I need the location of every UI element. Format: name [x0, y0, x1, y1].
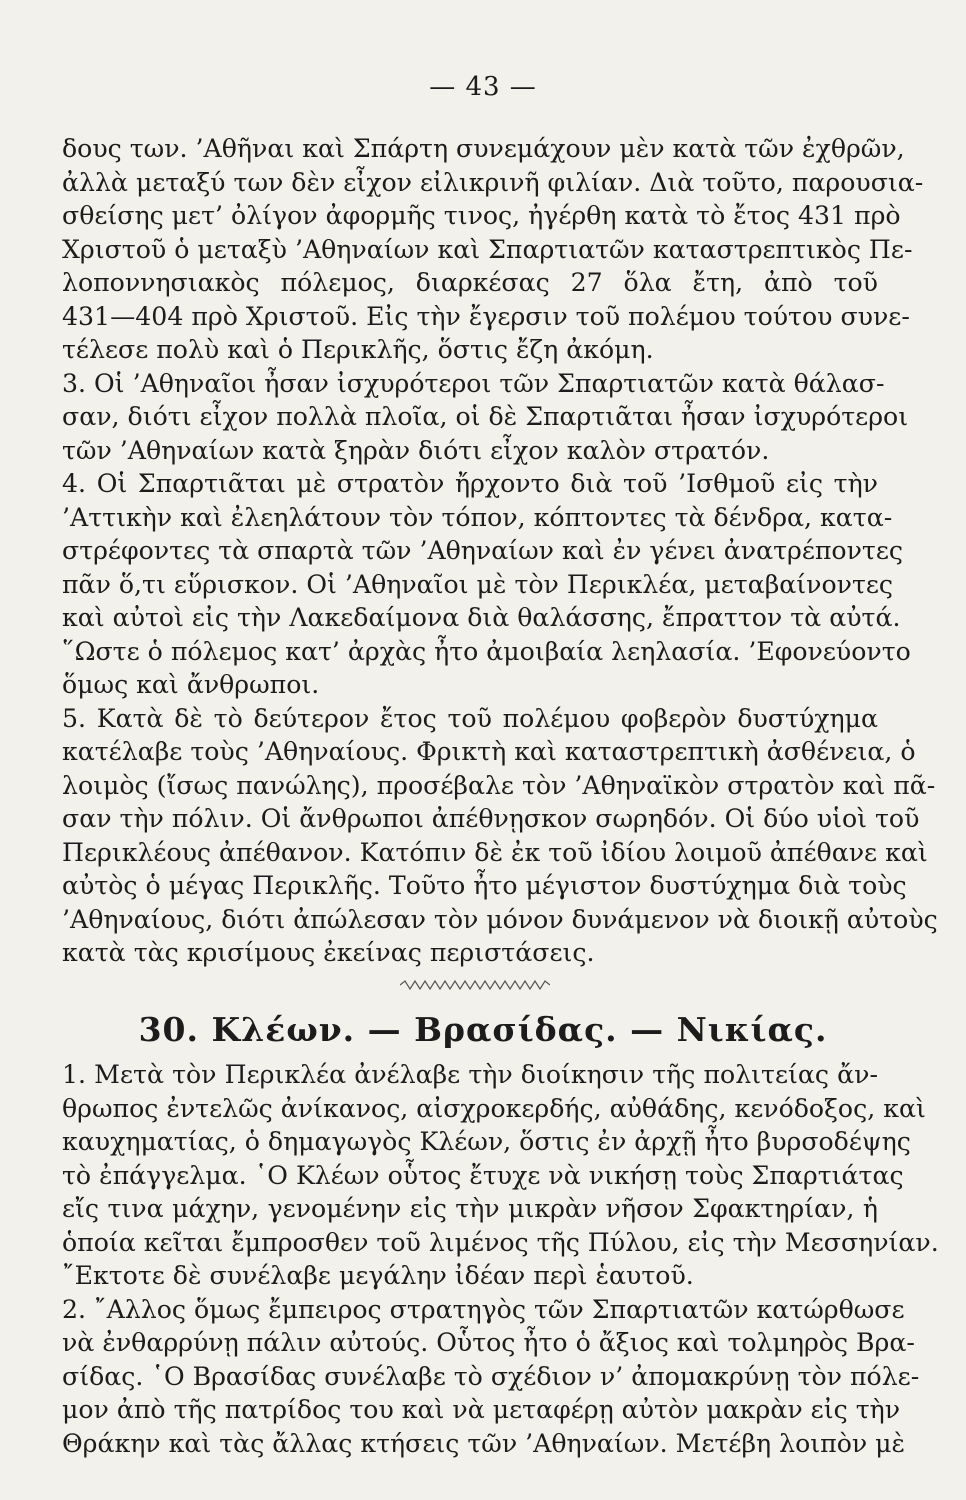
text-line: Θράκην καὶ τὰς ἄλλας κτήσεις τῶν ’Αθηναίων. Μετέβη λοιπὸν μὲ [62, 1428, 906, 1458]
text-line: σθείσης μετ’ ὀλίγον ἀφορμῆς τινος, ἠγέρθη κατὰ τὸ ἔτος 431 πρὸ [62, 201, 901, 230]
text-line: νὰ ἐνθαρρύνῃ πάλιν αὐτούς. Οὗτος ἦτο ὁ ἄξιος καὶ τολμηρὸς Βρα- [62, 1328, 915, 1357]
text-line: αὐτὸς ὁ μέγας Περικλῆς. Τοῦτο ἦτο μέγιστον δυστύχημα διὰ τοὺς [62, 871, 907, 900]
text-line: ὅμως καὶ ἄνθρωποι. [62, 670, 320, 699]
text-line: καυχηματίας, ὁ δημαγωγὸς Κλέων, ὅστις ἐν ἀρχῇ ἦτο βυρσοδέψης [62, 1127, 911, 1156]
text-line: θρωπος ἐντελῶς ἀνίκανος, αἰσχροκερδής, αὐθάδης, κενόδοξος, καὶ [62, 1093, 926, 1123]
text-line: κατὰ τὰς κρισίμους ἐκείνας περιστάσεις. [62, 938, 595, 967]
text-block-top [62, 132, 938, 970]
text-line: 3. Οἱ ’Αθηναῖοι ἦσαν ἰσχυρότεροι τῶν Σπαρτιατῶν κατὰ θάλασ- [62, 368, 885, 398]
text-line: δους των. ’Αθῆναι καὶ Σπάρτη συνεμάχουν μὲν κατὰ τῶν ἐχθρῶν, [62, 134, 905, 163]
text-line: ῎Εκτοτε δὲ συνέλαβε μεγάλην ἰδέαν περὶ ἑαυτοῦ. [62, 1261, 694, 1290]
text-line: τῶν ’Αθηναίων κατὰ ξηρὰν διότι εἶχον καλὸν στρατόν. [62, 435, 770, 465]
text-line: τὸ ἐπάγγελμα. ῾Ο Κλέων οὗτος ἔτυχε νὰ νικήσῃ τοὺς Σπαρτιάτας [62, 1160, 904, 1190]
text-line: 2. ῎Αλλος ὅμως ἔμπειρος στρατηγὸς τῶν Σπαρτιατῶν κατώρθωσε [62, 1294, 905, 1324]
text-line: ’Αθηναίους, διότι ἀπώλεσαν τὸν μόνον δυνάμενον νὰ διοικῇ αὐτοὺς [62, 904, 938, 934]
text-line: σαν, διότι εἶχον πολλὰ πλοῖα, οἱ δὲ Σπαρτιᾶται ἦσαν ἰσχυρότεροι [62, 402, 909, 431]
page-number: — 43 — [429, 72, 537, 102]
text-line: πᾶν ὅ,τι εὕρισκον. Οἱ ’Αθηναῖοι μὲ τὸν Περικλέα, μεταβαίνοντες [62, 569, 894, 599]
text-line: λοιμὸς (ἴσως πανώλης), προσέβαλε τὸν ’Αθηναϊκὸν στρατὸν καὶ πᾶ- [62, 770, 936, 800]
text-line: εἴς τινα μάχην, γενομένην εἰς τὴν μικρὰν νῆσον Σφακτηρίαν, ἡ [62, 1194, 878, 1223]
text-line: 5. Κατὰ δὲ τὸ δεύτερον ἔτος τοῦ πολέμου φοβερὸν δυστύχημα [62, 703, 878, 733]
text-line: σαν τὴν πόλιν. Οἱ ἄνθρωποι ἀπέθνῃσκον σωρηδόν. Οἱ δύο υἱοὶ τοῦ [62, 804, 920, 833]
text-line: κατέλαβε τοὺς ’Αθηναίους. Φρικτὴ καὶ καταστρεπτικὴ ἀσθένεια, ὁ [62, 737, 916, 766]
text-block-bottom [62, 1058, 939, 1460]
text-line: 431—404 πρὸ Χριστοῦ. Εἰς τὴν ἔγερσιν τοῦ πολέμου τούτου συνε- [62, 301, 910, 331]
text-line: στρέφοντες τὰ σπαρτὰ τῶν ’Αθηναίων καὶ ἐν γένει ἀνατρέποντες [62, 536, 904, 565]
text-line: τέλεσε πολὺ καὶ ὁ Περικλῆς, ὅστις ἔζη ἀκόμη. [62, 335, 654, 364]
text-line: λοποννησιακὸς πόλεμος, διαρκέσας 27 ὅλα ἔτη, ἀπὸ τοῦ [62, 268, 878, 297]
text-line: καὶ αὐτοὶ εἰς τὴν Λακεδαίμονα διὰ θαλάσσης, ἔπραττον τὰ αὐτά. [62, 603, 901, 632]
text-line: ὁποία κεῖται ἔμπροσθεν τοῦ λιμένος τῆς Πύλου, εἰς τὴν Μεσσηνίαν. [62, 1227, 939, 1257]
text-line: Περικλέους ἀπέθανον. Κατόπιν δὲ ἐκ τοῦ ἰδίου λοιμοῦ ἀπέθανε καὶ [62, 837, 928, 867]
text-line: μον ἀπὸ τῆς πατρίδος του καὶ νὰ μεταφέρῃ αὐτὸν μακρὰν εἰς τὴν [62, 1395, 901, 1424]
text-line: 1. Μετὰ τὸν Περικλέα ἀνέλαβε τὴν διοίκησιν τῆς πολιτείας ἄν- [62, 1060, 878, 1089]
text-line: ’Αττικὴν καὶ ἐλεηλάτουν τὸν τόπον, κόπτοντες τὰ δένδρα, κατα- [62, 502, 893, 532]
text-line: Χριστοῦ ὁ μεταξὺ ’Αθηναίων καὶ Σπαρτιατῶν καταστρεπτικὸς Πε- [62, 234, 913, 264]
section-title: 30. Κλέων. — Βρασίδας. — Νικίας. [138, 1010, 828, 1049]
section-divider [400, 978, 550, 992]
text-line: ῞Ωστε ὁ πόλεμος κατ’ ἀρχὰς ἦτο ἀμοιβαία λεηλασία. ’Εφονεύοντο [62, 636, 911, 666]
text-line: σίδας. ῾Ο Βρασίδας συνέλαβε τὸ σχέδιον ν’ ἀπομακρύνῃ τὸν πόλε- [62, 1361, 920, 1391]
text-line: ἀλλὰ μεταξύ των δὲν εἶχον εἰλικρινῆ φιλίαν. Διὰ τοῦτο, παρουσια- [62, 167, 924, 197]
text-line: 4. Οἱ Σπαρτιᾶται μὲ στρατὸν ἤρχοντο διὰ τοῦ ’Ισθμοῦ εἰς τὴν [62, 469, 878, 498]
